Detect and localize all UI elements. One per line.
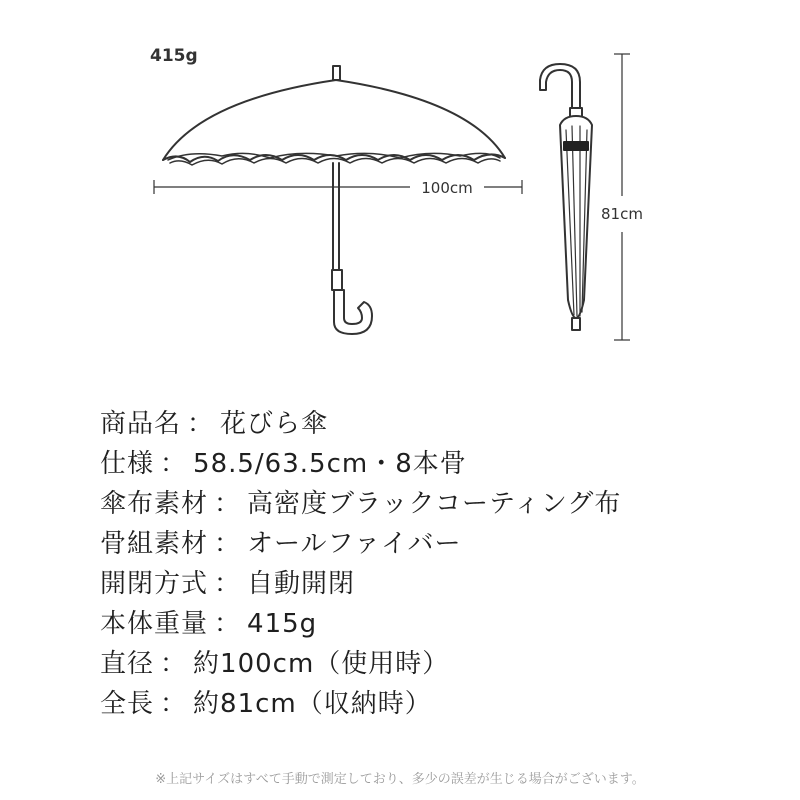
spec-separator: ： bbox=[187, 409, 215, 439]
spec-label: 傘布素材 bbox=[100, 489, 209, 519]
spec-value: 高密度ブラックコーティング布 bbox=[247, 489, 622, 519]
spec-value: 自動開閉 bbox=[247, 569, 356, 599]
spec-separator: ： bbox=[214, 609, 242, 639]
spec-label: 仕様 bbox=[100, 449, 155, 479]
spec-separator: ： bbox=[160, 649, 188, 679]
spec-list bbox=[100, 404, 621, 724]
spec-label: 開閉方式 bbox=[100, 569, 209, 599]
weight-label: 415g bbox=[150, 46, 198, 66]
spec-value: 花びら傘 bbox=[220, 409, 329, 439]
spec-row-canopy-material bbox=[100, 484, 621, 524]
spec-label: 直径 bbox=[100, 649, 155, 679]
spec-separator: ： bbox=[214, 569, 242, 599]
spec-row-frame-material bbox=[100, 524, 621, 564]
spec-row-open-close bbox=[100, 564, 621, 604]
spec-separator: ： bbox=[160, 689, 188, 719]
spec-label: 全長 bbox=[100, 689, 155, 719]
spec-row-diameter bbox=[100, 644, 621, 684]
width-label: 100cm bbox=[421, 179, 473, 197]
spec-label: 本体重量 bbox=[100, 609, 209, 639]
measurement-note: ※上記サイズはすべて手動で測定しており、多少の誤差が生じる場合がございます。 bbox=[155, 772, 645, 787]
spec-label: 骨組素材 bbox=[100, 529, 209, 559]
spec-label: 商品名 bbox=[100, 409, 182, 439]
spec-value: 約81cm（収納時） bbox=[193, 689, 432, 719]
umbrella-diagram bbox=[0, 0, 800, 380]
spec-row-specification bbox=[100, 444, 621, 484]
length-dimension bbox=[614, 54, 630, 340]
spec-row-weight bbox=[100, 604, 621, 644]
spec-value: 約100cm（使用時） bbox=[193, 649, 450, 679]
spec-row-total-length bbox=[100, 684, 621, 724]
closed-umbrella-illustration bbox=[540, 64, 592, 330]
open-umbrella-illustration bbox=[163, 66, 505, 334]
spec-value: 58.5/63.5cm・8本骨 bbox=[193, 449, 467, 479]
spec-value: 415g bbox=[247, 609, 318, 639]
spec-separator: ： bbox=[214, 529, 242, 559]
spec-value: オールファイバー bbox=[247, 529, 462, 559]
length-label: 81cm bbox=[601, 205, 643, 223]
spec-separator: ： bbox=[214, 489, 242, 519]
spec-separator: ： bbox=[160, 449, 188, 479]
spec-row-product-name bbox=[100, 404, 621, 444]
